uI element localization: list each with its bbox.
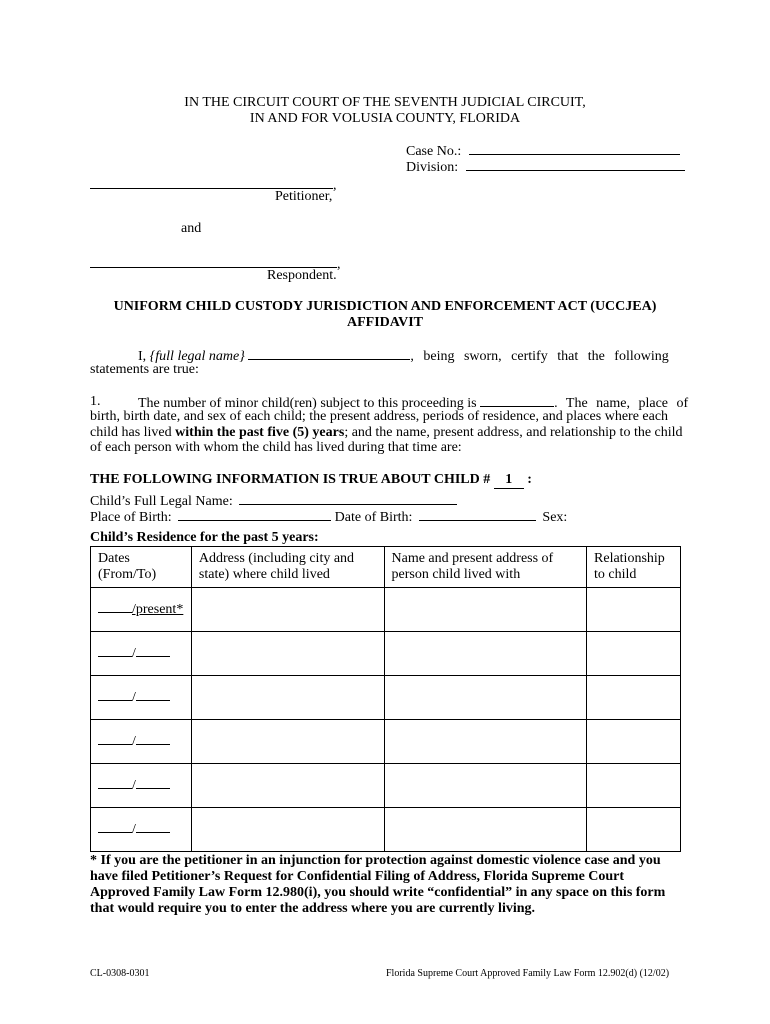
table-row bbox=[91, 588, 681, 632]
division-label: Division: bbox=[406, 160, 459, 175]
para1-line-4: of each person with whom the child has lived during that time are: bbox=[90, 440, 462, 455]
date-of-birth-label: Date of Birth: bbox=[334, 510, 413, 525]
table-row bbox=[91, 676, 681, 720]
address-cell[interactable] bbox=[191, 764, 384, 808]
place-of-birth-field[interactable] bbox=[178, 508, 331, 521]
division-row bbox=[406, 158, 685, 176]
date-cell[interactable] bbox=[91, 720, 192, 764]
date-cell[interactable] bbox=[91, 632, 192, 676]
petitioner-name-row: , bbox=[90, 176, 337, 194]
header-dates: Dates (From/To) bbox=[91, 547, 192, 588]
sex-label: Sex: bbox=[542, 510, 568, 525]
footnote-line-4: that would require you to enter the address where you are currently living. bbox=[90, 901, 536, 916]
present-date-text: /present* bbox=[132, 601, 184, 617]
footnote-line-2: have filed Petitioner’s Request for Confidential Filing of Address, Florida Supreme Court bbox=[90, 869, 625, 884]
table-row bbox=[91, 764, 681, 808]
header-person: Name and present address of person child lived with bbox=[384, 547, 587, 588]
date-separator: / bbox=[132, 645, 136, 661]
child-heading-prefix: THE FOLLOWING INFORMATION IS TRUE ABOUT CHILD # bbox=[90, 472, 491, 487]
person-cell[interactable] bbox=[384, 588, 587, 632]
intro-after-blank: , being sworn, certify that the following bbox=[410, 349, 669, 364]
date-cell[interactable] bbox=[91, 808, 192, 852]
footnote-line-3: Approved Family Law Form 12.980(i), you should write “confidential” in any space on this form bbox=[90, 885, 666, 900]
child-number[interactable]: 1 bbox=[494, 472, 524, 489]
address-cell[interactable] bbox=[191, 588, 384, 632]
child-name-label: Child’s Full Legal Name: bbox=[90, 494, 233, 509]
respondent-name-field[interactable] bbox=[90, 255, 337, 268]
person-cell[interactable] bbox=[384, 720, 587, 764]
court-line-1: IN THE CIRCUIT COURT OF THE SEVENTH JUDICIAL CIRCUIT, bbox=[184, 95, 586, 110]
date-separator: / bbox=[132, 821, 136, 837]
header-relationship: Relationship to child bbox=[587, 547, 681, 588]
para1-line3-b: ; and the name, present address, and relationship to the child bbox=[344, 425, 683, 440]
footnote-line-1: * If you are the petitioner in an injunction for protection against domestic violence case and you bbox=[90, 853, 661, 868]
para1-number: 1. bbox=[90, 394, 101, 409]
person-cell[interactable] bbox=[384, 632, 587, 676]
header-address: Address (including city and state) where child lived bbox=[191, 547, 384, 588]
para1-text-a: The number of minor child(ren) subject to this proceeding is bbox=[138, 396, 477, 411]
para1-line3-bold: within the past five (5) years bbox=[175, 425, 345, 440]
footer-form-id: Florida Supreme Court Approved Family Law Form 12.902(d) (12/02) bbox=[386, 968, 670, 979]
petitioner-name-field[interactable] bbox=[90, 176, 333, 189]
address-cell[interactable] bbox=[191, 808, 384, 852]
para1-text-b: . The name, place of bbox=[554, 396, 689, 411]
child-heading bbox=[90, 472, 532, 489]
child-count-field[interactable] bbox=[480, 394, 554, 407]
respondent-name-row: , bbox=[90, 255, 341, 273]
child-heading-suffix: : bbox=[527, 472, 532, 487]
date-cell[interactable] bbox=[91, 676, 192, 720]
child-name-field[interactable] bbox=[239, 492, 457, 505]
date-separator: / bbox=[132, 689, 136, 705]
case-number-label: Case No.: bbox=[406, 144, 462, 159]
intro-line-1 bbox=[138, 347, 681, 365]
division-field[interactable] bbox=[466, 158, 685, 171]
person-cell[interactable] bbox=[384, 808, 587, 852]
form-title-line-2: AFFIDAVIT bbox=[347, 315, 423, 330]
intro-line-2: statements are true: bbox=[90, 362, 199, 377]
date-separator: / bbox=[132, 733, 136, 749]
relationship-cell[interactable] bbox=[587, 588, 681, 632]
date-separator: / bbox=[132, 777, 136, 793]
intro-prefix: I, bbox=[138, 349, 150, 364]
footer-code: CL-0308-0301 bbox=[90, 968, 150, 979]
confidential-footnote bbox=[90, 853, 690, 917]
residence-table bbox=[90, 546, 681, 852]
date-cell[interactable] bbox=[91, 764, 192, 808]
address-cell[interactable] bbox=[191, 720, 384, 764]
form-title-line-1: UNIFORM CHILD CUSTODY JURISDICTION AND ENFORCEMENT ACT (UCCJEA) bbox=[113, 299, 657, 314]
para1-line3-a: child has lived bbox=[90, 425, 176, 440]
and-label: and bbox=[181, 221, 202, 236]
residence-heading: Child’s Residence for the past 5 years: bbox=[90, 530, 319, 545]
court-heading bbox=[0, 95, 770, 127]
court-line-2: IN AND FOR VOLUSIA COUNTY, FLORIDA bbox=[249, 111, 521, 126]
date-cell[interactable] bbox=[91, 588, 192, 632]
place-of-birth-label: Place of Birth: bbox=[90, 510, 172, 525]
petitioner-label: Petitioner, bbox=[275, 189, 333, 204]
relationship-cell[interactable] bbox=[587, 808, 681, 852]
para1-line-3 bbox=[90, 425, 683, 441]
birth-info-row bbox=[90, 508, 567, 526]
person-cell[interactable] bbox=[384, 764, 587, 808]
address-cell[interactable] bbox=[191, 676, 384, 720]
address-cell[interactable] bbox=[191, 632, 384, 676]
relationship-cell[interactable] bbox=[587, 764, 681, 808]
respondent-label: Respondent. bbox=[267, 268, 337, 283]
table-row bbox=[91, 720, 681, 764]
table-row bbox=[91, 632, 681, 676]
table-header-row bbox=[91, 547, 681, 588]
form-title bbox=[0, 299, 770, 331]
relationship-cell[interactable] bbox=[587, 676, 681, 720]
person-cell[interactable] bbox=[384, 676, 587, 720]
date-of-birth-field[interactable] bbox=[419, 508, 536, 521]
relationship-cell[interactable] bbox=[587, 632, 681, 676]
case-number-field[interactable] bbox=[469, 142, 680, 155]
para1-line-2: birth, birth date, and sex of each child; the present address, periods of residence, and places where each bbox=[90, 409, 669, 424]
full-legal-name-field[interactable] bbox=[248, 347, 410, 360]
intro-italic-hint: {full legal name} bbox=[149, 349, 245, 364]
relationship-cell[interactable] bbox=[587, 720, 681, 764]
table-row bbox=[91, 808, 681, 852]
